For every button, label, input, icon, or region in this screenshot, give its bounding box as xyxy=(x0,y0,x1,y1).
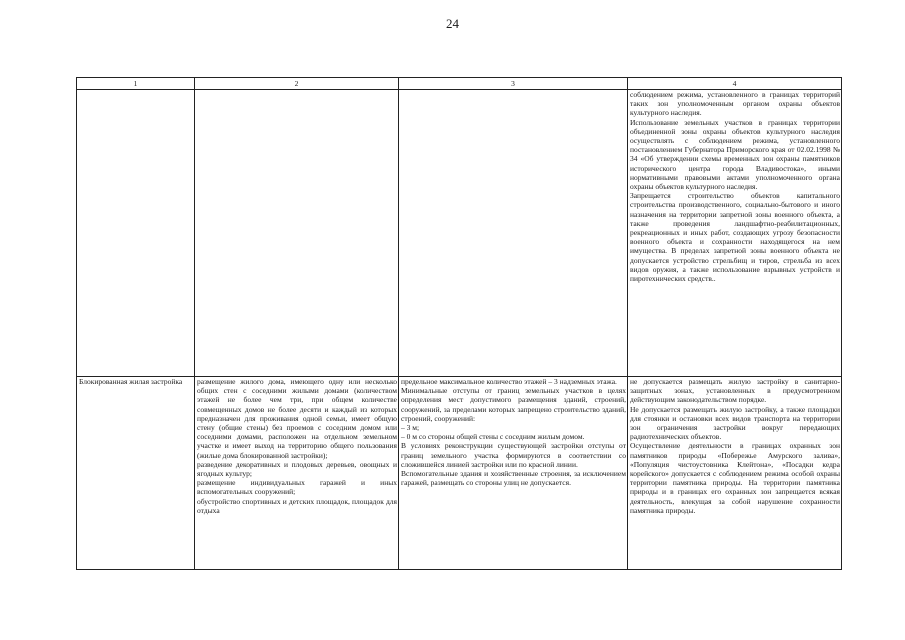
table-row xyxy=(77,377,842,570)
column-header-1: 1 xyxy=(77,78,195,90)
column-header-4: 4 xyxy=(628,78,842,90)
table-header-row xyxy=(77,78,842,90)
cell-limits xyxy=(399,90,628,377)
cell-permitted-use xyxy=(195,90,399,377)
cell-permitted-use: размещение жилого дома, имеющего одну или несколько общих стен с соседними жилыми домами (количеством этажей не более чем три, при общем количестве совмещенных домов не более десяти и каждый из которых предназначен для проживания одной семьи, имеет общую стену (общие стены) без проемов с соседним домом или соседними домами, расположен на отдельном земельном участке и имеет выход на территорию общего пользования (жилые дома блокированной застройки); разведение декоративных и плодовых деревьев, овощных и ягодных культур; размещение индивидуальных гаражей и иных вспомогательных сооружений; обустройство спортивных и детских площадок, площадок для отдыха xyxy=(195,377,399,570)
column-header-2: 2 xyxy=(195,78,399,90)
cell-restrictions: соблюдением режима, установленного в границах территорий таких зон уполномоченным органом охраны объектов культурного наследия. Использование земельных участков в границах территории объединенной зоны охраны объектов культурного наследия осуществлять с соблюдением режима, установленного постановлением Губернатора Приморского края от 02.02.1998 № 34 «Об утверждении схемы временных зон охраны памятников исторического центра города Владивостока», иными нормативными правовыми актами уполномоченного органа охраны объектов культурного наследия. Запрещается строительство объектов капитального строительства производственного, социально-бытового и иного назначения на территории запретной зоны военного объекта, а также проведения ландшафтно-реабилитационных, рекреационных и иных работ, создающих угрозу безопасности военного объекта и сохранности находящегося на нем имущества. В пределах запретной зоны военного объекта не допускается устройство стрельбищ и тиров, стрельба из всех видов оружия, а также использование взрывных устройств и пиротехнических средств.. xyxy=(628,90,842,377)
cell-restrictions: не допускается размещать жилую застройку в санитарно-защитных зонах, установленных в предусмотренном действующим законодательством порядке. Не допускается размещать жилую застройку, а также площадки для стоянки и остановки всех видов транспорта на территории зон ограничения застройки вокруг передающих радиотехнических объектов. Осуществление деятельности в границах охранных зон памятников природы «Побережье Амурского залива», «Популяция чистоустовника Клейтона», «Посадки кедра корейского» допускается с соблюдением режима особой охраны территории памятника природы. На территории памятника природы и в границах его охранных зон запрещается всякая деятельность, влекущая за собой нарушение сохранности памятника природы. xyxy=(628,377,842,570)
column-header-3: 3 xyxy=(399,78,628,90)
regulations-table xyxy=(76,77,842,570)
cell-limits: предельное максимальное количество этажей – 3 надземных этажа. Минимальные отступы от границ земельных участков в целях определения мест допустимого размещения зданий, строений, сооружений, за пределами которых запрещено строительство зданий, строений, сооружений: – 3 м; – 0 м со стороны общей стены с соседним жилым домом. В условиях реконструкции существующей застройки отступы от границ земельного участка формируются в соответствии со сложившейся линией застройки или по красной линии. Вспомогательные здания и хозяйственные строения, за исключением гаражей, размещать со стороны улиц не допускается. xyxy=(399,377,628,570)
cell-land-use-type: Блокированная жилая застройка xyxy=(77,377,195,570)
table-row xyxy=(77,90,842,377)
page-number: 24 xyxy=(446,16,459,31)
cell-land-use-type xyxy=(77,90,195,377)
